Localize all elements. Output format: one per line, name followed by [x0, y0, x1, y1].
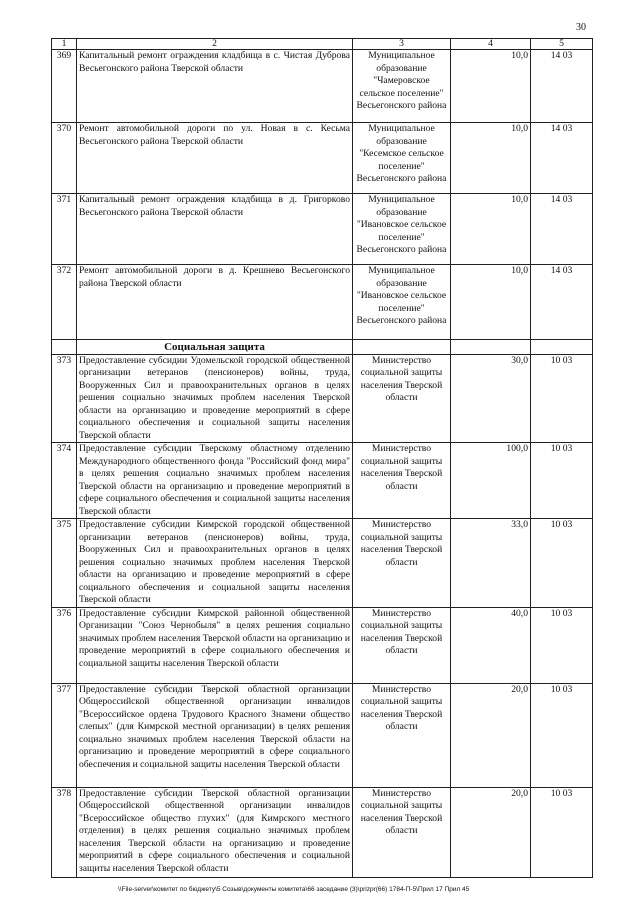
row-number: 369: [52, 50, 77, 123]
section-row: [52, 340, 593, 355]
row-code: 14 03: [531, 50, 593, 123]
row-amount: 10,0: [451, 50, 531, 123]
row-number: 372: [52, 265, 77, 340]
column-header-2: 2: [77, 39, 353, 50]
row-description: Предоставление субсидии Тверской областной организации Общероссийской общественной организации инвалидов "Всероссийское ордена Трудового Красного Знамени общество слепых" (для Кимрской местной организации) в целях решения социально значимых проблем населения Тверской области на организацию и проведение мероприятий в сфере социального обеспечения и социальной защиты населения Тверской области: [77, 683, 353, 787]
row-recipient: Министерство социальной защиты населения Тверской области: [353, 683, 451, 787]
row-code: 14 03: [531, 265, 593, 340]
row-description: Предоставление субсидии Кимрской районной общественной Организации "Союз Чернобыля" в целях решения социально значимых проблем населения Тверской области на организацию и проведение мероприятий в сфере социального обеспечения и социальной защиты населения Тверской области: [77, 607, 353, 683]
row-recipient: Муниципальное образование "Кесемское сельское поселение" Весьегонского района: [353, 123, 451, 194]
table-row: [52, 683, 593, 787]
table-row: [52, 519, 593, 608]
row-description: Предоставление субсидии Удомельской городской общественной организации ветеранов (пенсионеров) войны, труда, Вооруженных Сил и правоохранительных органов в целях решения социально значимых проблем населения Тверской области на организацию и проведение мероприятий в сфере социального обеспечения и социальной защиты населения Тверской области: [77, 354, 353, 443]
row-code: 10 03: [531, 607, 593, 683]
row-recipient: Муниципальное образование "Чамеровское сельское поселение" Весьегонского района: [353, 50, 451, 123]
row-number: 377: [52, 683, 77, 787]
page-number: 30: [576, 22, 586, 33]
column-header-4: 4: [451, 39, 531, 50]
row-recipient: Министерство социальной защиты населения Тверской области: [353, 443, 451, 519]
row-code: 10 03: [531, 354, 593, 443]
row-amount: 20,0: [451, 787, 531, 877]
row-amount: 40,0: [451, 607, 531, 683]
table-row: [52, 50, 593, 123]
row-code: 10 03: [531, 519, 593, 608]
table-row: [52, 265, 593, 340]
row-recipient: Министерство социальной защиты населения Тверской области: [353, 354, 451, 443]
row-number: 376: [52, 607, 77, 683]
row-amount: 20,0: [451, 683, 531, 787]
row-amount: 10,0: [451, 194, 531, 265]
row-description: Капитальный ремонт ограждения кладбища в с. Чистая Дуброва Весьегонского района Тверской области: [77, 50, 353, 123]
row-amount: 30,0: [451, 354, 531, 443]
row-amount: 10,0: [451, 123, 531, 194]
row-description: Предоставление субсидии Тверской областной организации Общероссийской общественной организации инвалидов "Всероссийское общество глухих" (для Кимрского местного отделения) в целях решения социально значимых проблем населения Тверской области на организацию и проведение мероприятий в сфере социального обеспечения и социальной защиты населения Тверской области: [77, 787, 353, 877]
row-number: 373: [52, 354, 77, 443]
row-recipient: Муниципальное образование "Ивановское сельское поселение" Весьегонского района: [353, 194, 451, 265]
table-row: [52, 354, 593, 443]
table-row: [52, 194, 593, 265]
file-path-footer: \\File-server\комитет по бюджету\5 Созыв\документы комитета\66 заседание (3)\prizpr(66) 1784-П-5\Прил 17 Прил 45: [118, 886, 470, 893]
row-description: Ремонт автомобильной дороги в д. Крешнево Весьегонского района Тверской области: [77, 265, 353, 340]
table-row: [52, 607, 593, 683]
row-recipient: Министерство социальной защиты населения Тверской области: [353, 787, 451, 877]
row-recipient: Муниципальное образование "Ивановское сельское поселение" Весьегонского района: [353, 265, 451, 340]
column-header-3: 3: [353, 39, 451, 50]
row-recipient: Министерство социальной защиты населения Тверской области: [353, 607, 451, 683]
row-number: 370: [52, 123, 77, 194]
row-description: Предоставление субсидии Кимрской городской общественной организации ветеранов (пенсионеров) войны, труда, Вооруженных Сил и правоохранительных органов в целях решения социально значимых проблем населения Тверской области на организацию и проведение мероприятий в сфере социального обеспечения и социальной защиты населения Тверской области: [77, 519, 353, 608]
row-description: Капитальный ремонт ограждения кладбища в д. Григорково Весьегонского района Тверской области: [77, 194, 353, 265]
row-code: 10 03: [531, 443, 593, 519]
row-amount: 10,0: [451, 265, 531, 340]
row-code: 14 03: [531, 123, 593, 194]
section-title: Социальная защита: [77, 340, 353, 355]
row-code: 14 03: [531, 194, 593, 265]
row-number: 375: [52, 519, 77, 608]
row-number: 374: [52, 443, 77, 519]
row-recipient: Министерство социальной защиты населения Тверской области: [353, 519, 451, 608]
table-row: [52, 123, 593, 194]
row-code: 10 03: [531, 787, 593, 877]
row-code: 10 03: [531, 683, 593, 787]
row-number: 378: [52, 787, 77, 877]
row-number: 371: [52, 194, 77, 265]
column-header-5: 5: [531, 39, 593, 50]
row-amount: 33,0: [451, 519, 531, 608]
row-description: Ремонт автомобильной дороги по ул. Новая в с. Кесьма Весьегонского района Тверской области: [77, 123, 353, 194]
row-description: Предоставление субсидии Тверскому областному отделению Международного общественного фонда "Российский фонд мира" в целях решения социально значимых проблем населения Тверской области на организацию и проведение мероприятий в сфере социального обеспечения и социальной защиты населения Тверской области: [77, 443, 353, 519]
table-row: [52, 443, 593, 519]
row-amount: 100,0: [451, 443, 531, 519]
header-row: [52, 39, 593, 50]
table-row: [52, 787, 593, 877]
column-header-1: 1: [52, 39, 77, 50]
budget-table: [51, 38, 593, 878]
